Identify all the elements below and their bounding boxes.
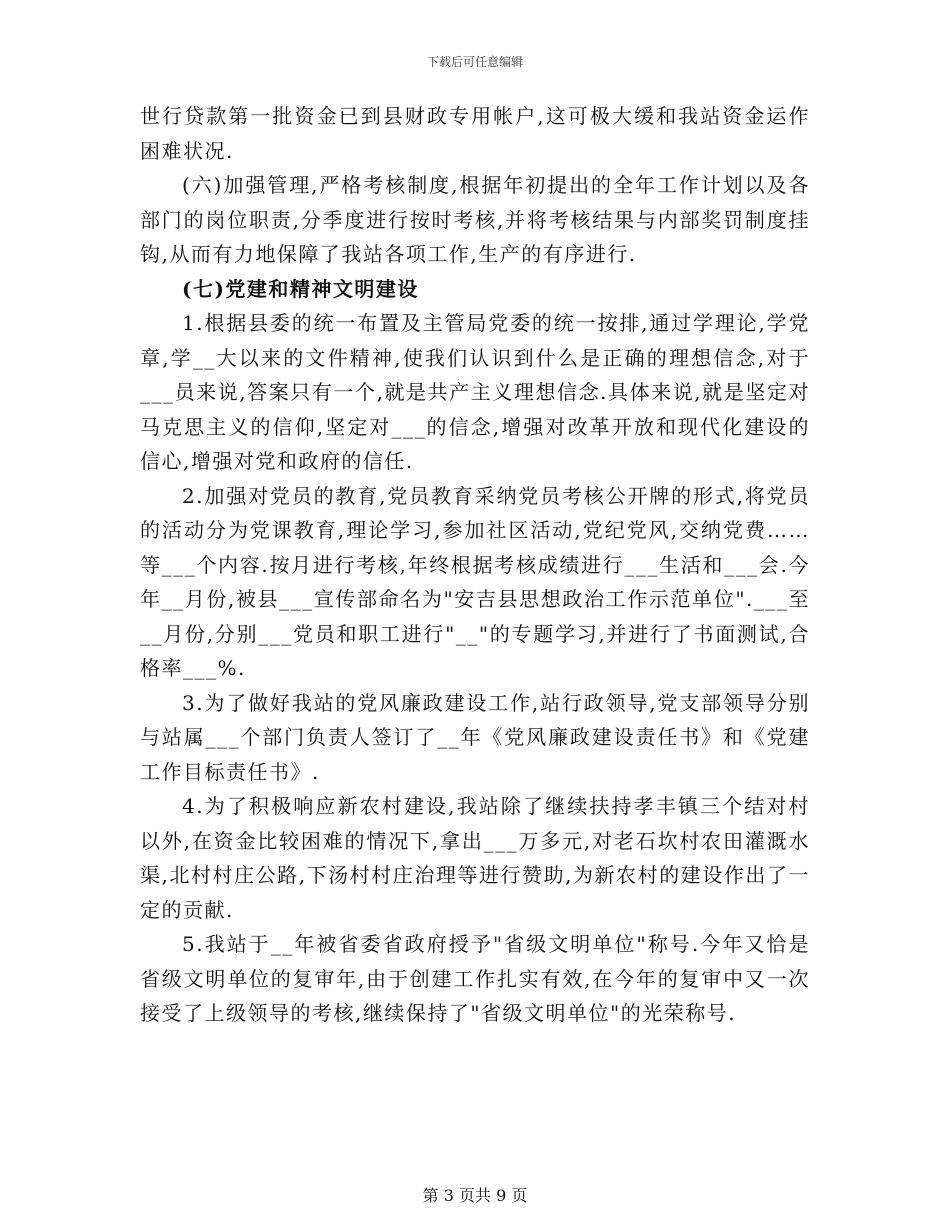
paragraph-item-5: 5.我站于__年被省委省政府授予"省级文明单位"称号.今年又恰是省级文明单位的复审年,由于创建工作扎实有效,在今年的复审中又一次接受了上级领导的考核,继续保持了"省级文明单位"的光荣称号.: [140, 932, 810, 1025]
paragraph-continuation: 世行贷款第一批资金已到县财政专用帐户,这可极大缓和我站资金运作困难状况.: [140, 104, 810, 163]
paragraph-item-2: 2.加强对党员的教育,党员教育采纳党员考核公开牌的形式,将党员的活动分为党课教育,理论学习,参加社区活动,党纪党风,交纳党费……等___个内容.按月进行考核,年终根据考核成绩进行___生活和___会.今年__月份,被县___宣传部命名为"安吉县思想政治工作示范单位".___至__月份,分别___党员和职工进行"__"的专题学习,并进行了书面测试,合格率___%.: [140, 483, 810, 680]
paragraph-item-3: 3.为了做好我站的党风廉政建设工作,站行政领导,党支部领导分别与站属___个部门负责人签订了__年《党风廉政建设责任书》和《党建工作目标责任书》.: [140, 690, 810, 784]
paragraph-management: (六)加强管理,严格考核制度,根据年初提出的全年工作计划以及各部门的岗位职责,分季度进行按时考核,并将考核结果与内部奖罚制度挂钩,从而有力地保障了我站各项工作,生产的有序进行.: [140, 173, 810, 266]
document-body: [140, 99, 810, 1031]
paragraph-item-4: 4.为了积极响应新农村建设,我站除了继续扶持孝丰镇三个结对村以外,在资金比较困难的情况下,拿出___万多元,对老石坎村农田灌溉水渠,北村村庄公路,下汤村村庄治理等进行赞助,为新农村的建设作出了一定的贡献.: [140, 794, 810, 922]
page-number: 第 3 页共 9 页: [422, 1186, 528, 1205]
section-heading: (七)党建和精神文明建设: [182, 276, 419, 301]
paragraph-item-1: 1.根据县委的统一布置及主管局党委的统一按排,通过学理论,学党章,学__大以来的文件精神,使我们认识到什么是正确的理想信念,对于___员来说,答案只有一个,就是共产主义理想信念.具体来说,就是坚定对马克思主义的信仰,坚定对___的信念,增强对改革开放和现代化建设的信心,增强对党和政府的信任.: [140, 311, 810, 473]
page-header: 下载后可任意编辑: [426, 55, 523, 69]
